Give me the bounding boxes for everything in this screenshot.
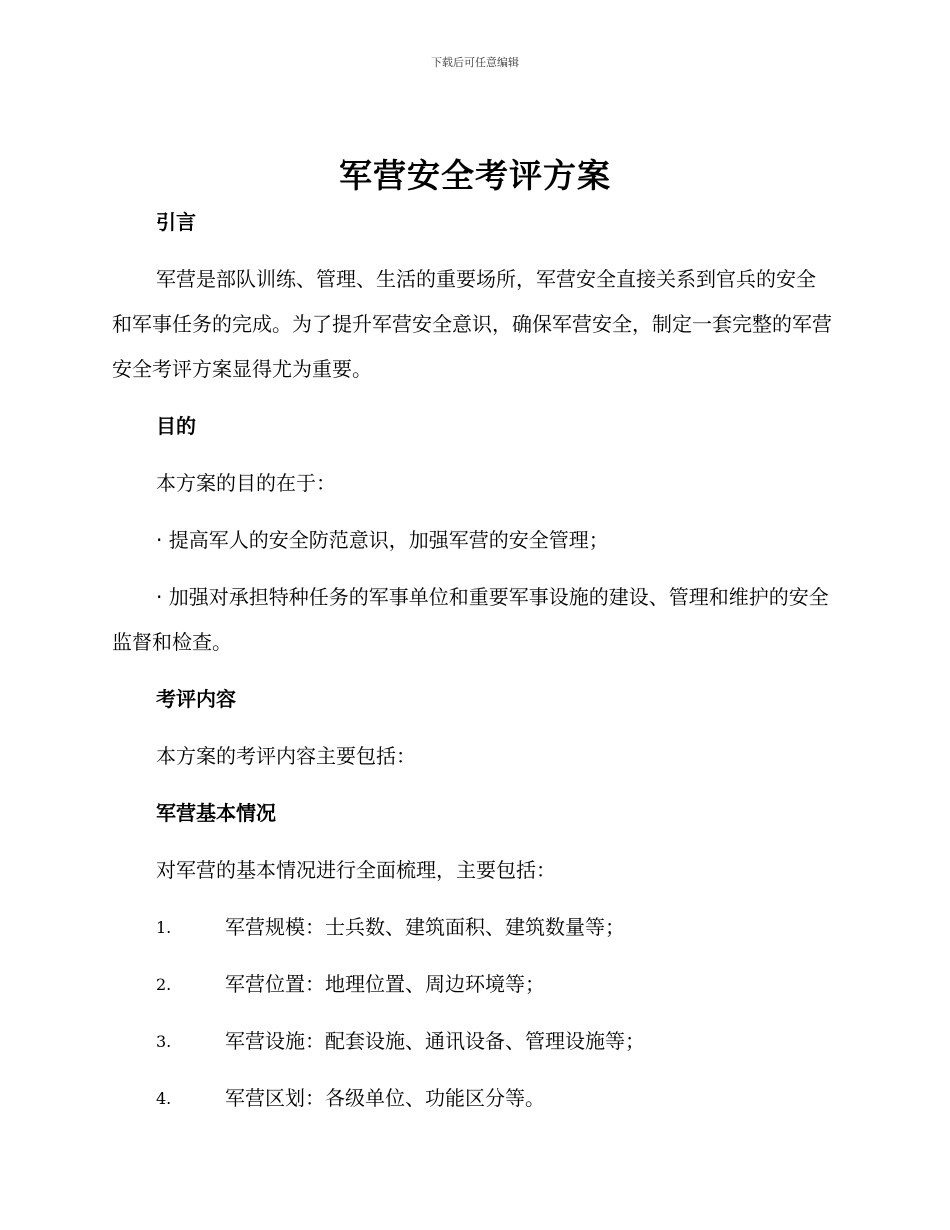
list-item-text: 军营规模：士兵数、建筑面积、建筑数量等； (225, 915, 625, 939)
list-item-text: 军营位置：地理位置、周边环境等； (225, 972, 545, 996)
document-body (112, 200, 834, 1121)
list-item-text: 军营区划：各级单位、功能区分等。 (225, 1086, 545, 1110)
purpose-lead: 本方案的目的在于： (156, 471, 336, 495)
list-item (112, 1076, 834, 1121)
list-item-number: 4. (156, 1089, 172, 1108)
list-item (112, 962, 834, 1007)
content-lead: 本方案的考评内容主要包括： (156, 744, 416, 768)
document-title: 军营安全考评方案 (339, 156, 611, 195)
purpose-bullet: · 提高军人的安全防范意识，加强军营的安全管理； (156, 528, 609, 552)
list-item-number: 2. (156, 975, 172, 994)
list-item (112, 905, 834, 950)
list-item (112, 1019, 834, 1064)
list-item-number: 1. (156, 918, 172, 937)
section-heading-content: 考评内容 (156, 687, 236, 711)
basic-lead: 对军营的基本情况进行全面梳理，主要包括： (156, 858, 556, 882)
purpose-bullet: · 加强对承担特种任务的军事单位和重要军事设施的建设、管理和维护的安全监督和检查。 (112, 585, 829, 654)
section-heading-intro: 引言 (156, 210, 196, 234)
section-heading-basic: 军营基本情况 (156, 801, 276, 825)
intro-paragraph: 军营是部队训练、管理、生活的重要场所，军营安全直接关系到官兵的安全和军事任务的完成。为了提升军营安全意识，确保军营安全，制定一套完整的军营安全考评方案显得尤为重要。 (112, 267, 832, 381)
section-heading-purpose: 目的 (156, 414, 196, 438)
list-item-text: 军营设施：配套设施、通讯设备、管理设施等； (225, 1029, 645, 1053)
header-note: 下载后可任意编辑 (431, 56, 519, 69)
list-item-number: 3. (156, 1032, 172, 1051)
